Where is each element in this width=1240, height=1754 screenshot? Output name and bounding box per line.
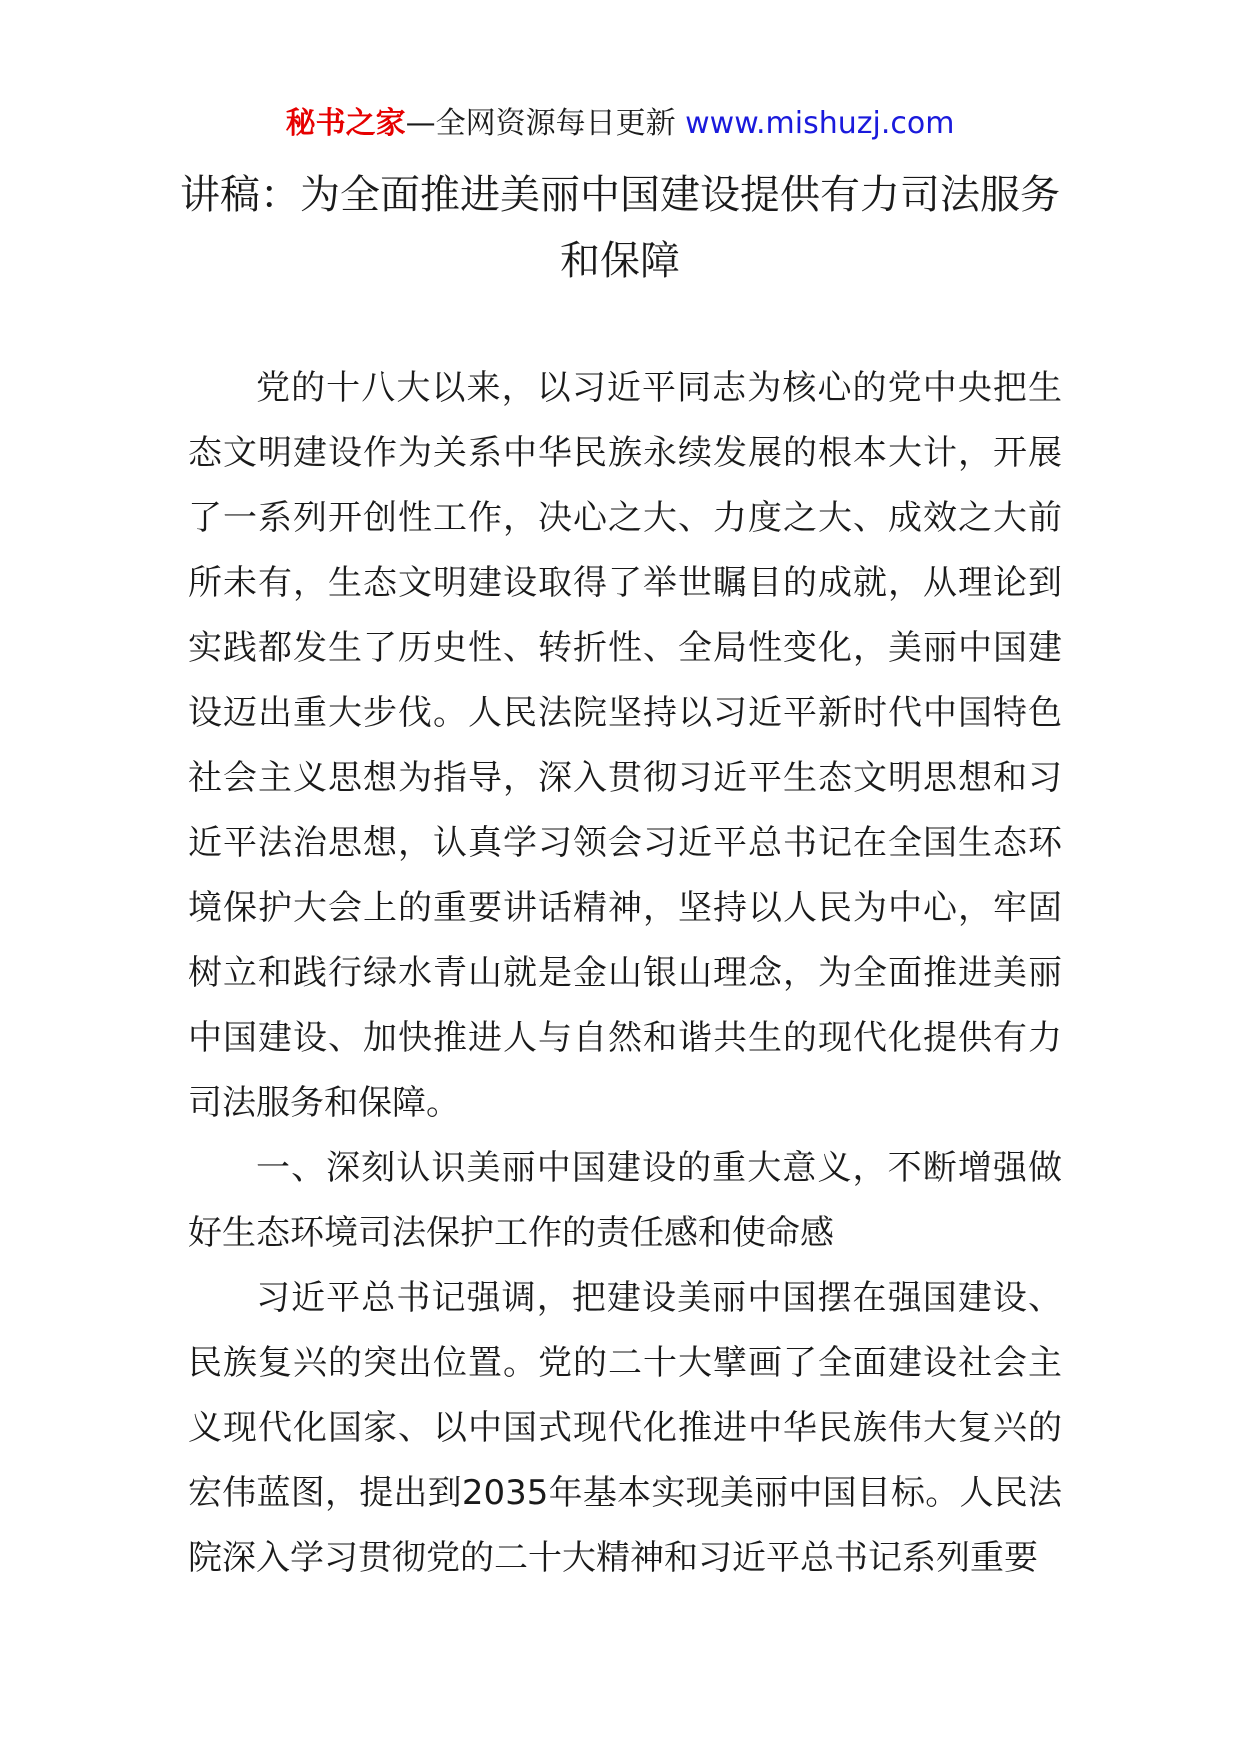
site-tagline: —全网资源每日更新 [405, 106, 676, 141]
document-body [188, 356, 1062, 1591]
site-brand: 秘书之家 [285, 106, 406, 141]
section-heading: 一、深刻认识美丽中国建设的重大意义，不断增强做好生态环境司法保护工作的责任感和使命感 [188, 1148, 1062, 1253]
document-title: 讲稿：为全面推进美丽中国建设提供有力司法服务和保障 [180, 172, 1060, 284]
site-url-link[interactable]: www.mishuzj.com [685, 106, 955, 141]
site-header [0, 100, 1240, 148]
body-paragraph: 党的十八大以来，以习近平同志为核心的党中央把生态文明建设作为关系中华民族永续发展的根本大计，开展了一系列开创性工作，决心之大、力度之大、成效之大前所未有，生态文明建设取得了举世瞩目的成就，从理论到实践都发生了历史性、转折性、全局性变化，美丽中国建设迈出重大步伐。人民法院坚持以习近平新时代中国特色社会主义思想为指导，深入贯彻习近平生态文明思想和习近平法治思想，认真学习领会习近平总书记在全国生态环境保护大会上的重要讲话精神，坚持以人民为中心，牢固树立和践行绿水青山就是金山银山理念，为全面推进美丽中国建设、加快推进人与自然和谐共生的现代化提供有力司法服务和保障。 [188, 368, 1062, 1123]
body-paragraph: 习近平总书记强调，把建设美丽中国摆在强国建设、民族复兴的突出位置。党的二十大擘画了全面建设社会主义现代化国家、以中国式现代化推进中华民族伟大复兴的宏伟蓝图，提出到2035年基本实现美丽中国目标。人民法院深入学习贯彻党的二十大精神和习近平总书记系列重要 [188, 1278, 1062, 1578]
